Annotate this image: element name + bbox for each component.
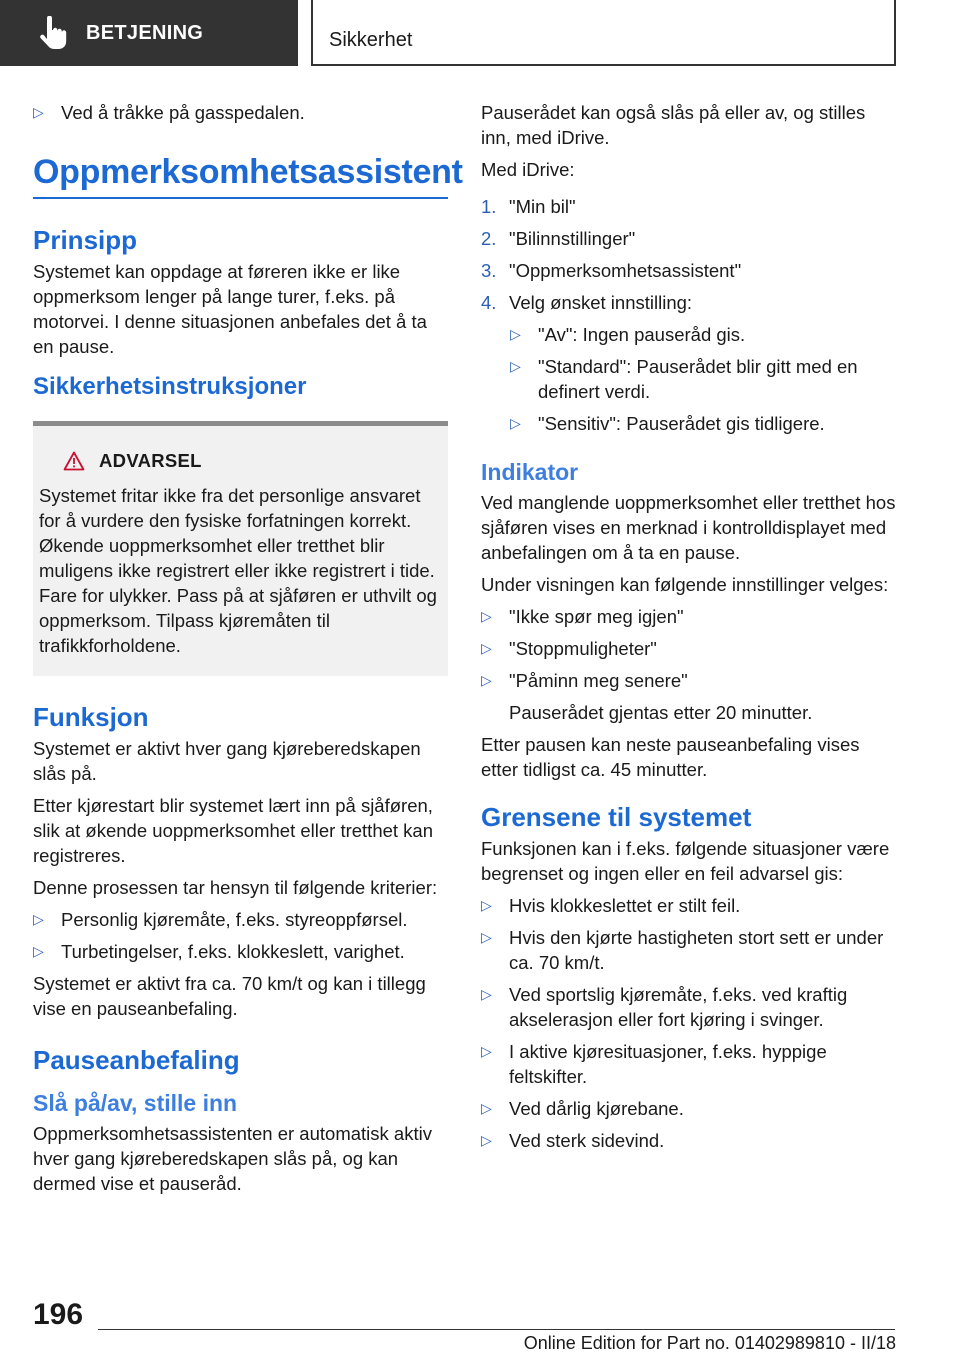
triangle-bullet-icon: ▷ [33, 104, 44, 120]
paragraph: Under visningen kan følgende innstillinger velges: [481, 574, 889, 595]
list-item: ▷ "Standard": Pauserådet blir gitt med en definert verdi. [510, 356, 858, 402]
hand-pointer-icon [38, 16, 68, 50]
paragraph: Systemet er aktivt hver gang kjøreberedskapen slås på. [33, 738, 421, 784]
triangle-bullet-icon: ▷ [481, 1043, 492, 1059]
paragraph: Denne prosessen tar hensyn til følgende kriterier: [33, 877, 438, 898]
list-item: ▷ Ved sterk sidevind. [481, 1130, 665, 1151]
triangle-bullet-icon: ▷ [510, 326, 521, 342]
paragraph: Pauserådet kan også slås på eller av, og stilles inn, med iDrive. [481, 102, 866, 148]
left-column [33, 100, 463, 1203]
list-item: ▷ Ved sportslig kjøremåte, f.eks. ved kraftig akselerasjon eller fort kjøring i svinger. [481, 984, 848, 1030]
heading-prinsipp: Prinsipp [33, 225, 138, 255]
numbered-item: 2. "Bilinnstillinger" [481, 228, 636, 249]
list-item: ▷ Ved dårlig kjørebane. [481, 1098, 684, 1119]
paragraph: Funksjonen kan i f.eks. følgende situasjoner være begrenset og ingen eller en feil advarsel gis: [481, 838, 890, 884]
section-title: BETJENING [86, 21, 204, 44]
warning-title: ADVARSEL [99, 450, 202, 471]
list-item: ▷ "Sensitiv": Pauserådet gis tidligere. [510, 413, 825, 434]
page-title: Oppmerksomhetsassistent [33, 152, 448, 199]
warning-triangle-icon [63, 451, 85, 471]
numbered-item: 3. "Oppmerksomhetsassistent" [481, 260, 742, 281]
subsection-title: Sikkerhet [329, 29, 413, 51]
paragraph: Etter pausen kan neste pauseanbefaling vises etter tidligst ca. 45 minutter. [481, 734, 860, 780]
triangle-bullet-icon: ▷ [510, 415, 521, 431]
paragraph: Oppmerksomhetsassistenten er automatisk aktiv hver gang kjøreberedskapen slås på, og kan dermed vise et pauseråd. [33, 1123, 432, 1194]
footer-edition: Online Edition for Part no. 01402989810 - II/18 [523, 1333, 896, 1353]
list-item: ▷ I aktive kjøresituasjoner, f.eks. hyppige feltskifter. [481, 1041, 827, 1087]
list-item: ▷ Ved å tråkke på gasspedalen. [33, 102, 305, 123]
page-number: 196 [33, 1298, 84, 1331]
list-item: ▷ "Ikke spør meg igjen" [481, 606, 684, 627]
list-item: ▷ Personlig kjøremåte, f.eks. styreoppførsel. [33, 909, 408, 930]
paragraph: Med iDrive: [481, 159, 575, 180]
section-tab [0, 0, 298, 66]
list-item: ▷ Hvis klokkeslettet er stilt feil. [481, 895, 741, 916]
warning-text: Systemet fritar ikke fra det personlige ansvaret for å vurdere den fysiske forfatningen korrekt. Økende uoppmerksomhet eller tretthet blir muligens ikke registrert eller ikke registrert i tide. Fare for ulykker. Pass på at sjåføren er uthvilt og oppmerksom. Tilpass kjøremåten til trafikkforholdene. [39, 485, 437, 656]
triangle-bullet-icon: ▷ [481, 929, 492, 945]
triangle-bullet-icon: ▷ [481, 1132, 492, 1148]
triangle-bullet-icon: ▷ [481, 1100, 492, 1116]
right-column [481, 100, 896, 1160]
warning-box [33, 421, 448, 676]
triangle-bullet-icon: ▷ [481, 897, 492, 913]
subsection-header [311, 0, 896, 66]
list-item: ▷ "Påminn meg senere" [481, 670, 688, 691]
paragraph: Pauserådet gjentas etter 20 minutter. [509, 702, 813, 723]
triangle-bullet-icon: ▷ [481, 672, 492, 688]
heading-pause: Pauseanbefaling [33, 1045, 240, 1075]
list-item: ▷ Hvis den kjørte hastigheten stort sett er under ca. 70 km/t. [481, 927, 884, 973]
triangle-bullet-icon: ▷ [510, 358, 521, 374]
paragraph: Etter kjørestart blir systemet lært inn på sjåføren, slik at økende uoppmerksomhet eller tretthet kan registreres. [33, 795, 433, 866]
triangle-bullet-icon: ▷ [481, 640, 492, 656]
paragraph: Systemet er aktivt fra ca. 70 km/t og kan i tillegg vise en pauseanbefaling. [33, 973, 426, 1019]
paragraph: Ved manglende uoppmerksomhet eller tretthet hos sjåføren vises en merknad i kontrolldisplayet med anbefalingen om å ta en pause. [481, 492, 896, 563]
heading-indikator: Indikator [481, 459, 579, 485]
heading-safety: Sikkerhetsinstruksjoner [33, 373, 307, 400]
subheading-toggle: Slå på/av, stille inn [33, 1090, 238, 1116]
list-item: ▷ "Stoppmuligheter" [481, 638, 657, 659]
triangle-bullet-icon: ▷ [33, 943, 44, 959]
footer-divider [98, 1329, 895, 1330]
list-item: ▷ "Av": Ingen pauseråd gis. [510, 324, 746, 345]
heading-grenser: Grensene til systemet [481, 802, 752, 832]
triangle-bullet-icon: ▷ [33, 911, 44, 927]
paragraph: Systemet kan oppdage at føreren ikke er like oppmerksom lenger på lange turer, f.eks. på motorvei. I denne situasjonen anbefales det å ta en pause. [33, 261, 427, 357]
triangle-bullet-icon: ▷ [481, 608, 492, 624]
triangle-bullet-icon: ▷ [481, 986, 492, 1002]
numbered-item: 4. Velg ønsket innstilling: [481, 292, 693, 313]
numbered-item: 1. "Min bil" [481, 196, 576, 217]
heading-funksjon: Funksjon [33, 702, 149, 732]
list-item: ▷ Turbetingelser, f.eks. klokkeslett, varighet. [33, 941, 405, 962]
